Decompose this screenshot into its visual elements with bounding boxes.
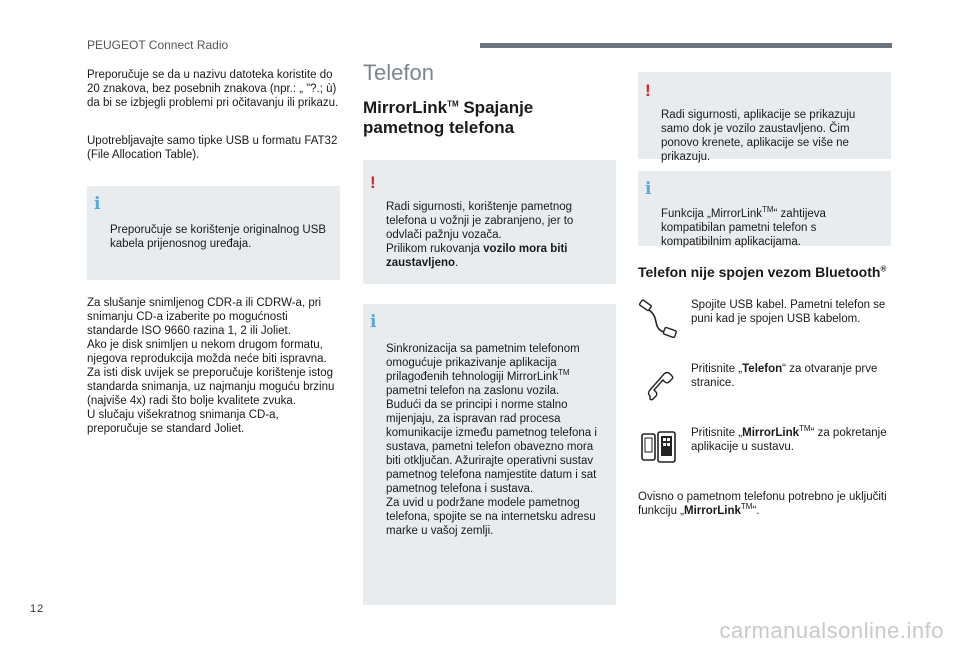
paragraph-cd: Za slušanje snimljenog CDR-a ili CDRW-a, pri snimanju CD-a izaberite po mogućnosti standarde ISO 9660 razina 1, 2 ili Joliet. Ako je disk snimljen u nekom drugom formatu, njegova reprodukcija možda neće biti ispravna. Za isti disk uvijek se preporučuje korištenje istog standarda snimanja, uz najmanju moguću brzinu (najviše 4x) radi što bolje kvalitete zvuka. U slučaju višekratnog snimanja CD-a, preporučuje se standard Joliet. [87,297,335,435]
step-mirrorlink [638,426,891,466]
usb-cable-icon [638,298,680,340]
info-box-usb-cable [87,186,340,280]
warning-box-driving: ! Radi sigurnosti, korištenje pametnog telefona u vožnji je zabranjeno, jer to odvlači pažnju vozača. Prilikom rukovanja vozilo mora biti zaustavljeno. [363,160,616,284]
page-number: 12 [30,603,45,615]
step-usb-text: Spojite USB kabel. Pametni telefon se puni kad je spojen USB kabelom. [691,299,886,325]
sub-title-bluetooth: Telefon nije spojen vezom Bluetooth® [638,264,887,280]
column-3 [638,72,891,542]
info-box-sync: i Sinkronizacija sa pametnim telefonom omogućuje prikazivanje aplikacija prilagođenih tehnologiji MirrorLink™ pametni telefon na zaslonu vozila. Budući da se principi i norme stalno mijenjaju, za ispravan rad procesa komunikacije između pametnog telefona i sustava, pametni telefon obavezno mora biti otključan. Ažurirajte operativni sustav pametnog telefona namjestite datum i sat pametnog telefona i sustava. Za uvid u podržane modele pametnog telefona, spojite se na internetsku adresu marke u vašoj zemlji. [363,304,616,605]
section-title: Telefon [363,60,434,85]
column-1 [87,68,340,460]
warning-box-apps: ! Radi sigurnosti, aplikacije se prikazuju samo dok je vozilo zaustavljeno. Čim ponovo krenete, aplikacije se više ne prikazuju. [638,72,891,159]
paragraph-fat32: Upotrebljavajte samo tipke USB u formatu FAT32 (File Allocation Table). [87,135,338,161]
info-icon: i [94,194,101,214]
paragraph-filename: Preporučuje se da u nazivu datoteka koristite do 20 znakova, bez posebnih znakova (npr.: „ ”?.; ù) da bi se izbjegli problemi pri očitavanju ili prikazu. [87,69,339,109]
phone-handset-icon [638,362,680,404]
step-mirrorlink-text: Pritisnite „MirrorLink™“ za pokretanje aplikacije u sustavu. [691,424,887,453]
running-header: PEUGEOT Connect Radio [87,38,229,52]
warning-icon: ! [370,173,376,192]
step-usb [638,298,891,338]
column-2 [363,60,616,605]
mirrorlink-icon [638,426,680,468]
info-icon: i [370,312,377,332]
step-telefon [638,362,891,402]
info-icon: i [645,179,652,199]
sub-title-mirrorlink: MirrorLink™ Spajanje pametnog telefona [363,98,534,137]
warning-icon: ! [645,81,651,100]
watermark: carmanualsonline.info [719,618,944,643]
info-box-compat: i Funkcija „MirrorLink™“ zahtijeva kompatibilan pametni telefon s kompatibilnim aplikacijama. [638,171,891,246]
step-telefon-text: Pritisnite „Telefon“ za otvaranje prve stranice. [691,363,878,389]
info-text: Preporučuje se korištenje originalnog USB kabela prijenosnog uređaja. [110,224,327,250]
paragraph-final: Ovisno o pametnom telefonu potrebno je uključiti funkciju „MirrorLink™“. [638,491,887,517]
header-bar [480,43,892,48]
